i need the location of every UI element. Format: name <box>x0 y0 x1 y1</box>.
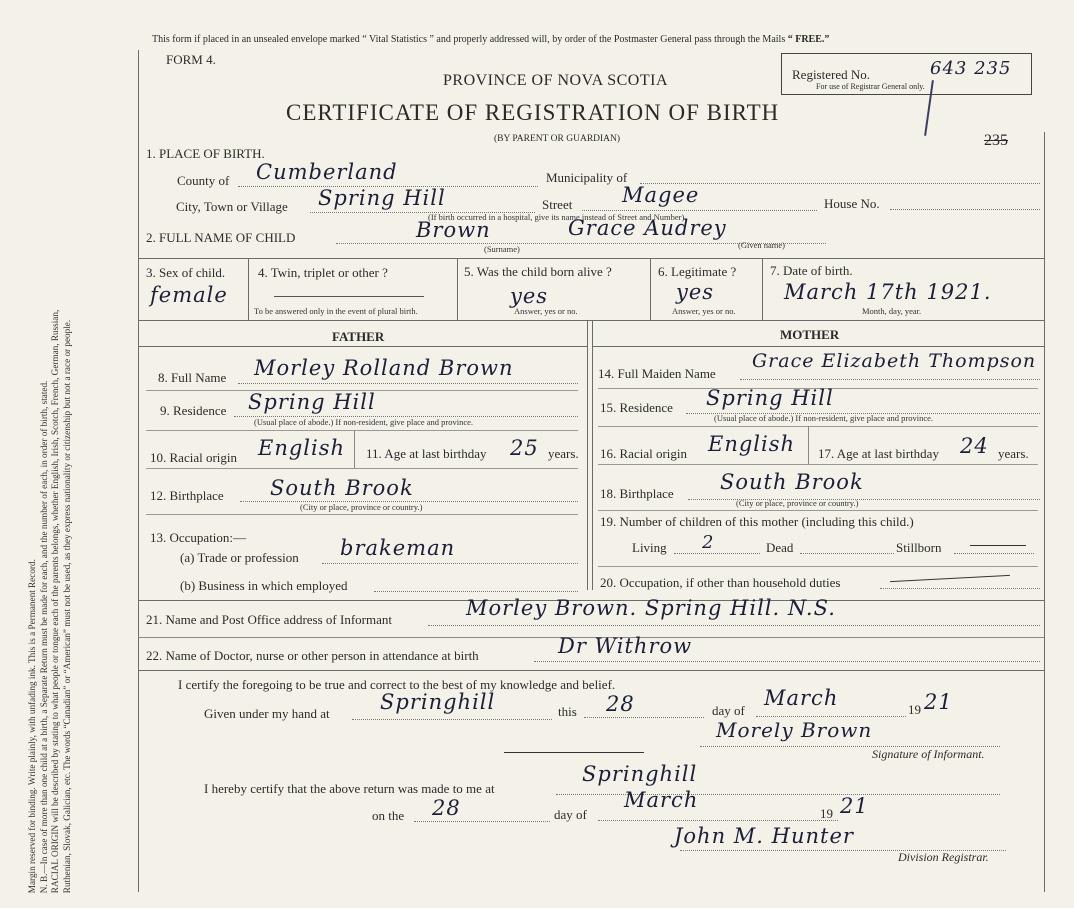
registered-label: Registered No. <box>792 67 870 82</box>
informant-signature: Morely Brown <box>716 718 873 742</box>
given-day-value: 28 <box>606 692 635 716</box>
margin-note-1: Margin reserved for binding. Write plainly, with unfading ink. This is a Permanent Record. <box>26 559 37 894</box>
margin-note-2: N. B.—In case of more than one child at a birth, a Separate Return must be made for each, and the number of each, in order of birth, stated. <box>38 380 49 894</box>
this-label: this <box>558 704 577 719</box>
registrar-day-of-label: day of <box>554 807 587 822</box>
doctor-value: Dr Withrow <box>558 634 693 658</box>
registrar-month-value: March <box>624 788 699 812</box>
mail-note-free: “ FREE.” <box>787 34 830 45</box>
father-name-value: Morley Rolland Brown <box>254 356 514 380</box>
municipality-label: Municipality of <box>546 170 628 185</box>
street-label: Street <box>542 197 573 212</box>
mother-residence-label: 15. Residence <box>600 400 673 415</box>
father-residence-label: 9. Residence <box>160 403 227 418</box>
registrar-signature-caption: Division Registrar. <box>898 850 989 864</box>
legitimate-value: yes <box>676 280 715 304</box>
given-under-label: Given under my hand at <box>204 706 330 721</box>
given-year-prefix: 19 <box>908 702 921 717</box>
day-of-label: day of <box>712 703 745 718</box>
twin-note: To be answered only in the event of plural birth. <box>254 306 418 316</box>
surname-caption: (Surname) <box>484 244 520 254</box>
father-name-label: 8. Full Name <box>158 370 227 385</box>
certificate-subtitle: (BY PARENT OR GUARDIAN) <box>494 134 621 144</box>
mother-residence-value: Spring Hill <box>706 386 834 410</box>
mother-birthplace-note: (City or place, province or country.) <box>736 498 859 508</box>
city-value: Spring Hill <box>318 186 446 210</box>
on-the-label: on the <box>372 808 405 823</box>
mother-age-label: 17. Age at last birthday <box>818 446 939 461</box>
informant-label: 21. Name and Post Office address of Informant <box>146 612 392 627</box>
living-label: Living <box>632 540 667 555</box>
mother-age-value: 24 <box>960 434 989 458</box>
father-birthplace-label: 12. Birthplace <box>150 488 224 503</box>
father-racial-label: 10. Racial origin <box>150 450 238 465</box>
house-label: House No. <box>824 196 880 211</box>
mother-occupation-label: 20. Occupation, if other than household duties <box>600 575 841 590</box>
doctor-label: 22. Name of Doctor, nurse or other person in attendance at birth <box>146 648 479 663</box>
father-years-label: years. <box>548 446 579 461</box>
stillborn-label: Stillborn <box>896 540 942 555</box>
alive-note: Answer, yes or no. <box>514 306 578 316</box>
margin-note-4: Ruthenian, Slovak, Galician, etc. The words “Canadian” or “American” must not be used, as they express nationality or citizenship but not a race or people. <box>61 319 72 894</box>
province-heading: PROVINCE OF NOVA SCOTIA <box>443 72 669 89</box>
mother-years-label: years. <box>998 446 1029 461</box>
mother-birthplace-value: South Brook <box>720 470 864 494</box>
father-business-label: (b) Business in which employed <box>180 578 348 593</box>
alive-value: yes <box>510 284 549 308</box>
father-trade-value: brakeman <box>340 536 456 560</box>
registrar-statement: I hereby certify that the above return was made to me at <box>204 781 495 796</box>
certify-statement: I certify the foregoing to be true and correct to the best of my knowledge and belief. <box>178 677 616 692</box>
mother-name-value: Grace Elizabeth Thompson <box>752 350 1037 372</box>
child-surname-value: Brown <box>416 218 491 242</box>
given-month-value: March <box>764 686 839 710</box>
right-border <box>1044 132 1045 892</box>
birth-date-note: Month, day, year. <box>862 306 922 316</box>
sex-label: 3. Sex of child. <box>146 265 226 280</box>
mother-name-label: 14. Full Maiden Name <box>598 366 716 381</box>
informant-value: Morley Brown. Spring Hill. N.S. <box>466 596 836 620</box>
twin-label: 4. Twin, triplet or other ? <box>258 265 388 280</box>
mother-residence-note: (Usual place of abode.) If non-resident, give place and province. <box>714 413 934 423</box>
registrar-signature: John M. Hunter <box>674 824 854 848</box>
hospital-note: (If birth occurred in a hospital, give its name instead of Street and Number) <box>428 212 685 222</box>
legitimate-label: 6. Legitimate ? <box>658 264 737 279</box>
father-birthplace-note: (City or place, province or country.) <box>300 502 423 512</box>
given-name-caption: (Given name) <box>738 240 785 250</box>
mother-heading: MOTHER <box>780 327 840 342</box>
certificate-title: CERTIFICATE OF REGISTRATION OF BIRTH <box>286 100 780 125</box>
registrar-year-prefix: 19 <box>820 806 833 821</box>
given-place-value: Springhill <box>380 690 496 714</box>
form-number: FORM 4. <box>166 52 216 67</box>
county-label: County of <box>177 173 230 188</box>
mail-note <box>152 34 829 45</box>
legitimate-note: Answer, yes or no. <box>672 306 736 316</box>
mother-children-label: 19. Number of children of this mother (including this child.) <box>600 514 914 529</box>
mother-racial-label: 16. Racial origin <box>600 446 688 461</box>
father-residence-note: (Usual place of abode.) If non-resident, give place and province. <box>254 417 474 427</box>
informant-signature-caption: Signature of Informant. <box>872 747 985 761</box>
registered-number: 643 235 <box>930 58 1012 79</box>
alive-label: 5. Was the child born alive ? <box>464 264 612 279</box>
child-given-value: Grace Audrey <box>568 216 727 240</box>
birth-date-label: 7. Date of birth. <box>770 263 853 278</box>
father-birthplace-value: South Brook <box>270 476 414 500</box>
given-year-value: 21 <box>924 690 953 714</box>
father-age-value: 25 <box>510 436 539 460</box>
mother-birthplace-label: 18. Birthplace <box>600 486 674 501</box>
father-trade-label: (a) Trade or profession <box>180 550 299 565</box>
living-value: 2 <box>702 532 715 553</box>
mail-note-text: This form if placed in an unsealed envelope marked “ Vital Statistics ” and properly addressed will, by order of the Postmaster General pass through the Mails <box>152 34 786 45</box>
margin-note-3: RACIAL ORIGIN will be described by stating to what people or tongue each of the parents belongs, whether English, Irish, Scotch, French, German, Russian, <box>50 309 60 894</box>
registered-box <box>781 53 1032 95</box>
street-value: Magee <box>622 183 700 207</box>
registrar-year-value: 21 <box>840 794 869 818</box>
father-occupation-label: 13. Occupation:— <box>150 530 247 545</box>
registrar-use-note: For use of Registrar General only. <box>816 82 925 91</box>
sex-value: female <box>150 283 228 307</box>
father-age-label: 11. Age at last birthday <box>366 446 487 461</box>
child-name-label: 2. FULL NAME OF CHILD <box>146 230 296 245</box>
dead-label: Dead <box>766 540 794 555</box>
mother-racial-value: English <box>708 432 796 456</box>
father-residence-value: Spring Hill <box>248 390 376 414</box>
registrar-day-value: 28 <box>432 796 461 820</box>
place-section-label: 1. PLACE OF BIRTH. <box>146 146 265 161</box>
registrar-place-value: Springhill <box>582 762 698 786</box>
father-heading: FATHER <box>332 329 385 344</box>
left-border <box>138 50 139 892</box>
city-label: City, Town or Village <box>176 199 288 214</box>
birth-date-value: March 17th 1921. <box>784 280 992 304</box>
father-racial-value: English <box>258 436 346 460</box>
county-value: Cumberland <box>256 160 398 184</box>
struck-number: 235 <box>984 132 1008 149</box>
margin-notes <box>27 33 73 893</box>
occupation-dash <box>890 575 1010 582</box>
stillborn-dash <box>970 545 1026 546</box>
